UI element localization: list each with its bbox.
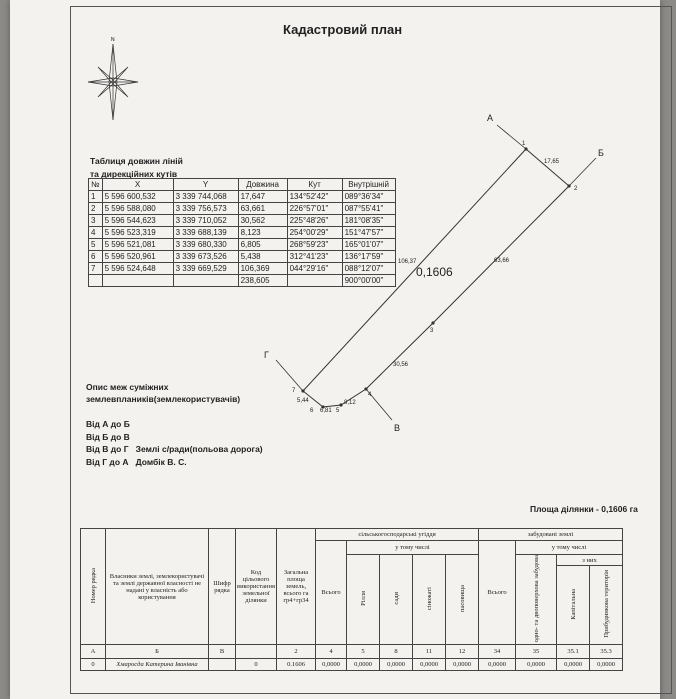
length-3-4: 30,56 — [393, 362, 409, 368]
boundary-item: Від В до Г Землі с/ради(польова дорога) — [86, 444, 263, 454]
boundary-item: Від Б до В — [86, 431, 130, 442]
register-data-row: 0 Хмаросда Катерина Іванівна 0 0.1606 0,0000 0,0000 0,0000 0,0000 0,0000 0,0000 0,0000 0,0000 0,0000 — [81, 659, 623, 671]
letter-v: В — [394, 423, 401, 433]
vertex-4 — [364, 387, 367, 390]
point-label-4: 4 — [368, 392, 372, 398]
boundary-arrow-b — [569, 158, 596, 186]
neighbors-description-title: Опис меж суміжних землевплаників(землекористувачів) — [86, 382, 241, 404]
point-label-5: 5 — [336, 408, 340, 414]
parcel-area-label: 0,1606 — [416, 265, 453, 279]
table-row: 3 5 596 544,623 3 339 710,052 30,562 225°48'26" 181°08'35" — [89, 215, 396, 227]
table-caption: Таблиця довжин ліній та дирекційних кутів — [90, 156, 183, 179]
point-label-7: 7 — [292, 388, 296, 394]
boundary-arrow-g — [276, 360, 303, 391]
page-title: Кадастровий план — [283, 22, 403, 37]
compass-north-label: N — [111, 37, 115, 43]
length-1-2: 17,65 — [544, 159, 560, 165]
register-codes-row: А Б В 2 4 5 8 11 12 34 35 35.1 35.3 — [81, 645, 623, 659]
boundary-item: Від А до Б — [86, 419, 130, 429]
letter-b: Б — [598, 148, 604, 158]
point-label-6: 6 — [310, 408, 314, 414]
boundary-list — [86, 418, 263, 468]
vertex-3 — [431, 321, 434, 324]
length-5-6: 6,81 — [320, 408, 332, 414]
vertex-5 — [339, 403, 342, 406]
table-total-row: 238,605 900°00'00" — [89, 275, 396, 287]
letter-g: Г — [264, 350, 269, 360]
letter-a: А — [487, 113, 494, 123]
table-row: 6 5 596 520,961 3 339 673,526 5,438 312°41'23" 136°17'59" — [89, 251, 396, 263]
length-4-5: 8,12 — [344, 400, 356, 406]
length-6-7: 5,44 — [297, 398, 309, 404]
land-register-table: Номер рядка Власники землі, землекористувачі та землі державної власності не надані у власність або користування Шифр рядка Код цільового використання земельної ділянки Загальна площа земель, всього га гр4+гр34 сільськогосподарські угіддя забудовані землі Всього у тому числі Всього у тому числі Рілля сади сіножаті пасовища одно- та двоповерхова забудова з них Капітальна Прибудинкова територія А Б В 2 4 5 8 11 12 34 35 35.1 35.3 0 Хмаросда Катерина Іванівна 0 0.1606 0,0000 0,0000 0,0000 0,0000 0,0000 0,0000 0,0000 0,0000 0,0000 — [80, 528, 623, 671]
table-row: 7 5 596 524,648 3 339 669,529 106,369 044°29'16" 088°12'07" — [89, 263, 396, 275]
length-2-3: 63,66 — [494, 258, 510, 264]
point-label-2: 2 — [574, 186, 578, 192]
parcel-area-text: Площа ділянки - 0,1606 га — [530, 504, 638, 514]
vertex-1 — [524, 147, 527, 150]
table-row: 4 5 596 523,319 3 339 688,139 8,123 254°00'29" 151°47'57" — [89, 227, 396, 239]
table-row: 1 5 596 600,532 3 339 744,068 17,647 134°52'42" 089°36'34" — [89, 191, 396, 203]
vertex-2 — [567, 184, 570, 187]
table-row: 5 5 596 521,081 3 339 680,330 6,805 268°59'23" 165°01'07" — [89, 239, 396, 251]
point-label-3: 3 — [430, 328, 434, 334]
table-row: 2 5 596 588,080 3 339 756,573 63,661 226°57'01" 087°55'41" — [89, 203, 396, 215]
boundary-item: Від Г до А Домбік В. С. — [86, 456, 187, 467]
length-7-1: 106,37 — [398, 259, 417, 265]
table-header-row: № X Y Довжина Кут Внутрішній — [89, 179, 396, 191]
vertex-7 — [301, 389, 304, 392]
point-label-1: 1 — [522, 141, 526, 147]
